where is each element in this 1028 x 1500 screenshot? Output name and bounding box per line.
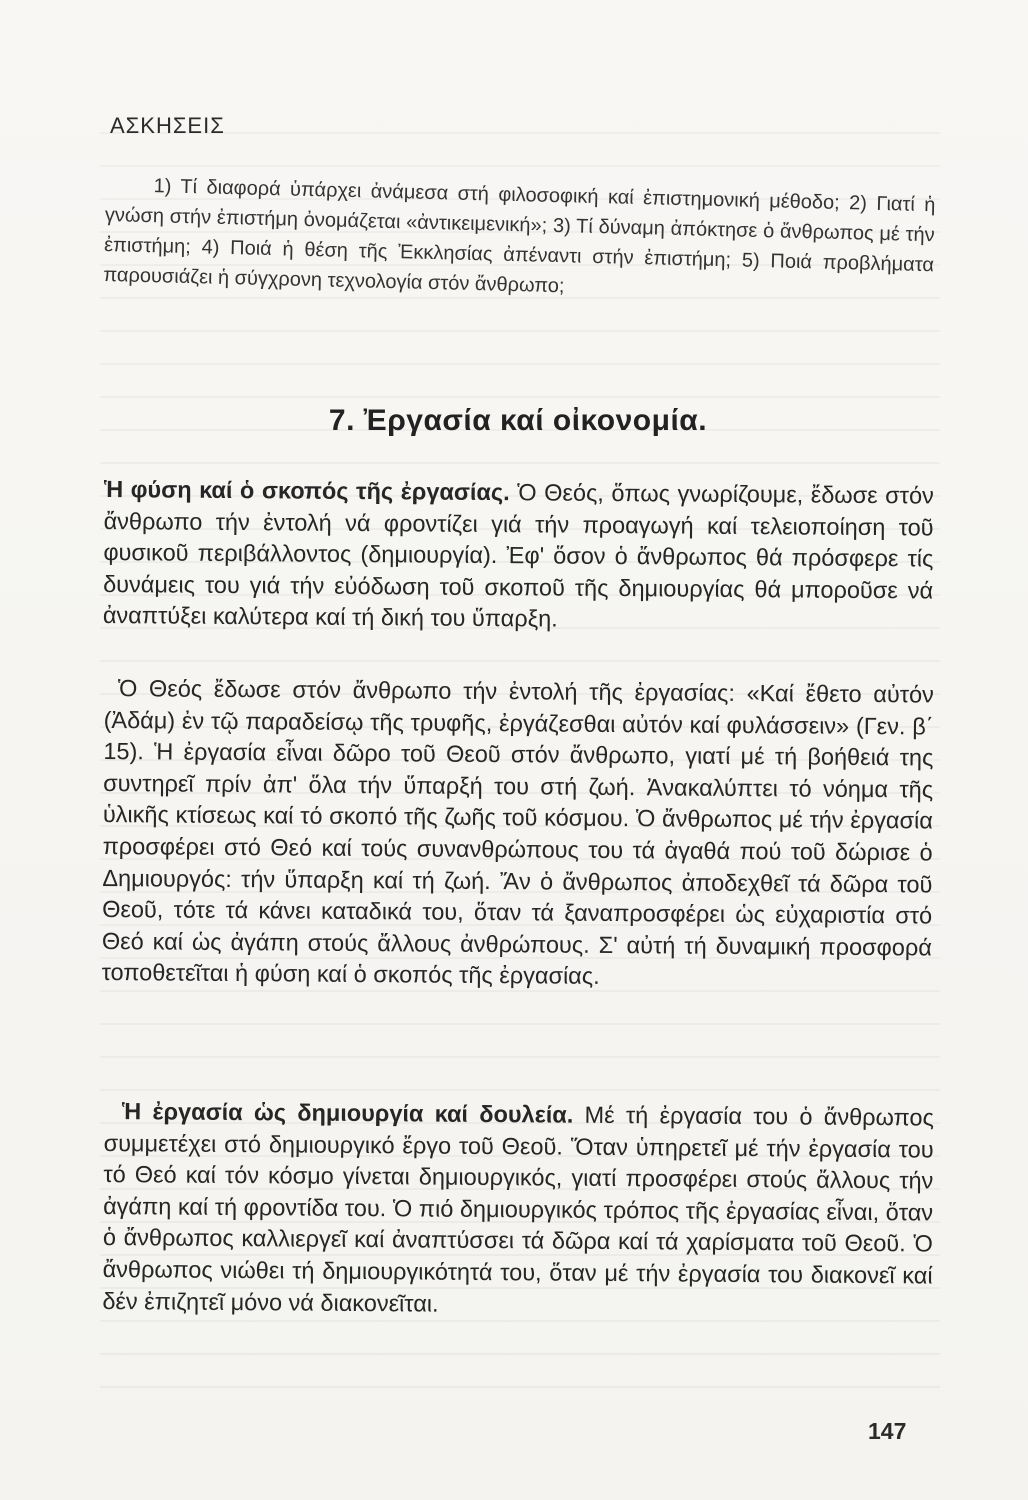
chapter-title: 7. Ἐργασία καί οἰκονομία. [328, 404, 708, 437]
section-creation-service-heading: Ἡ ἐργασία ὡς δημιουργία καί δουλεία. [121, 1098, 574, 1128]
work-gift-paragraph: Ὁ Θεός ἔδωσε στόν ἄνθρωπο τήν ἐντολή τῆς ἐργασίας: «Καί ἔθετο αὐτόν (Ἀδάμ) ἐν τῷ παραδείσῳ τῆς τρυφῆς, ἐργάζεσθαι αὐτόν καί φυλάσσειν» (Γεν. β΄ 15). Ἡ ἐργασία εἶναι δῶρο τοῦ Θεοῦ στόν ἄνθρωπο, γιατί μέ τή βοήθειά της συντηρεῖ πρίν ἀπ' ὅλα τήν ὕπαρξή του στή ζωή. Ἀνακαλύπτει τό νόημα τῆς ὑλικῆς κτίσεως καί τό σκοπό τῆς ζωῆς τοῦ κόσμου. Ὁ ἄνθρωπος μέ τήν ἐργασία προσφέρει στό Θεό καί τούς συνανθρώπους του τά ἀγαθά πού τοῦ δώρισε ὁ Δημιουργός: τήν ὕπαρξη καί τή ζωή. Ἄν ὁ ἄνθρωπος ἀποδεχθεῖ τά δῶρα τοῦ Θεοῦ, τότε τά κάνει καταδικά του, ὅταν τά ξαναπροσφέρει ὡς εὐχαριστία στό Θεό καί ὡς ἀγάπη στούς ἄλλους ἀνθρώπους. Σ' αὐτή τή δυναμική προσφορά τοποθετεῖται ἡ φύση καί ὁ σκοπός τῆς ἐργασίας. [101, 675, 934, 990]
section-nature-purpose-paragraph [103, 474, 934, 638]
section-creation-service-text: Μέ τή ἐργασία του ὁ ἄνθρωπος συμμετέχει στό δημιουργικό ἔργο τοῦ Θεοῦ. Ὅταν ὑπηρετεῖ μέ τήν ἐργασία του τό Θεό καί τόν κόσμο γίνεται δημιουργικός, γιατί προσφέρει στούς ἄλλους τήν ἀγάπη καί τή φροντίδα του. Ὁ πιό δημιουργικός τρόπος τῆς ἐργασίας εἶναι, ὅταν ὁ ἄνθρωπος καλλιεργεῖ καί ἀναπτύσσει τά δῶρα καί τά χαρίσματα τοῦ Θεοῦ. Ὁ ἄνθρωπος νιώθει τή δημιουργικότητά του, ὅταν μέ τήν ἐργασία του διακονεῖ καί δέν ἐπιζητεῖ μόνο νά διακονεῖται. [102, 1101, 934, 1317]
section-nature-purpose-text: Ὁ Θεός, ὅπως γνωρίζουμε, ἔδωσε στόν ἄνθρωπο τήν ἐντολή νά φροντίζει γιά τήν προαγωγή καί τελειοποίηση τοῦ φυσικοῦ περιβάλλοντος (δημιουργία). Ἐφ' ὅσον ὁ ἄνθρωπος θά πρόσφερε τίς δυνάμεις του γιά τήν εὐόδωση τοῦ σκοποῦ τῆς δημιουργίας θά μποροῦσε νά ἀναπτύξει καλύτερα καί τή δική του ὕπαρξη. [102, 479, 934, 632]
section-nature-purpose-heading: Ἡ φύση καί ὁ σκοπός τῆς ἐργασίας. [103, 475, 510, 506]
exercises-heading: ΑΣΚΗΣΕΙΣ [110, 113, 225, 138]
exercises-questions: 1) Τί διαφορά ὑπάρχει ἀνάμεσα στή φιλοσοφική καί ἐπιστημονική μέθοδο; 2) Γιατί ἡ γνώση στήν ἐπιστήμη ὀνομάζεται «ἀντικειμενική»; 3) Τί δύναμη ἀπόκτησε ὁ ἄνθρωπος μέ τήν ἐπιστήμη; 4) Ποιά ἡ θέση τῆς Ἐκκλησίας ἀπέναντι στήν ἐπιστήμη; 5) Ποιά προβλήματα παρουσιάζει ἡ σύγχρονη τεχνολογία στόν ἄνθρωπο; [103, 175, 936, 298]
page-number: 147 [868, 1418, 907, 1444]
section-creation-service-paragraph [102, 1096, 934, 1324]
